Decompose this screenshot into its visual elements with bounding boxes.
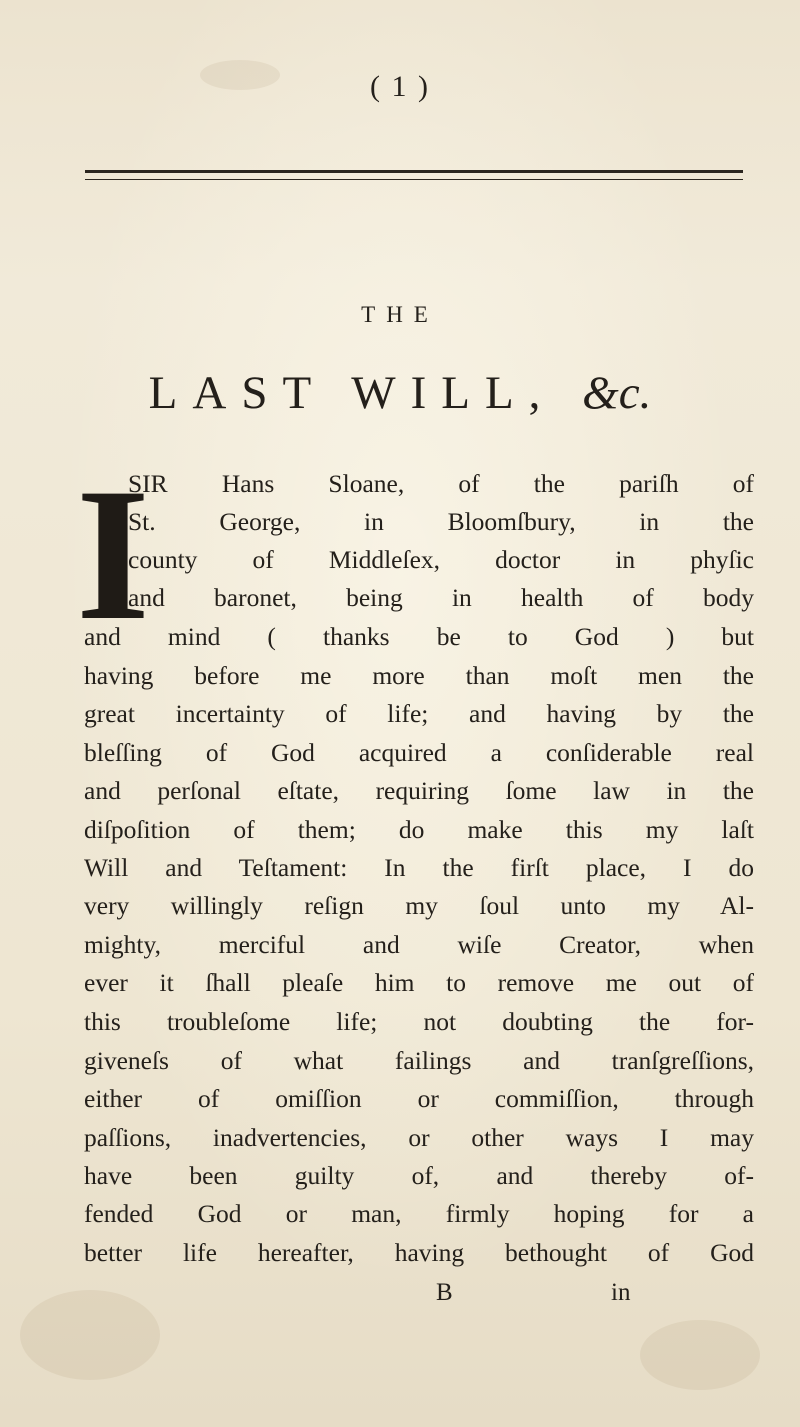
- text-line: fended God or man, firmly hoping for a: [84, 1199, 754, 1228]
- paper-stain: [20, 1290, 160, 1380]
- text-line: and mind ( thanks be to God ) but: [84, 622, 754, 651]
- header-rule: [85, 170, 743, 180]
- paper-stain: [640, 1320, 760, 1390]
- page-title: [0, 366, 800, 420]
- page-number: ( 1 ): [370, 70, 430, 103]
- title-kicker: THE: [361, 302, 439, 327]
- signature-mark: B: [436, 1279, 453, 1306]
- title-etc: &c.: [582, 367, 652, 419]
- text-line: this troubleſome life; not doubting the for-: [84, 1007, 754, 1036]
- text-line: giveneſs of what failings and tranſgreſſions,: [84, 1046, 754, 1075]
- text-line: and baronet, being in health of body: [128, 583, 754, 612]
- text-line: Will and Teſtament: In the firſt place, I do: [84, 853, 754, 882]
- drop-cap: I: [76, 450, 150, 660]
- text-line: SIR Hans Sloane, of the pariſh of: [128, 469, 754, 498]
- text-line: great incertainty of life; and having by the: [84, 699, 754, 728]
- text-line: mighty, merciful and wiſe Creator, when: [84, 930, 754, 959]
- title-text: LAST WILL,: [148, 367, 556, 419]
- text-line: St. George, in Bloomſbury, in the: [128, 507, 754, 536]
- text-line: ever it ſhall pleaſe him to remove me out of: [84, 968, 754, 997]
- text-line: and perſonal eſtate, requiring ſome law in the: [84, 776, 754, 805]
- text-line: diſpoſition of them; do make this my laſt: [84, 815, 754, 844]
- text-line: county of Middleſex, doctor in phyſic: [128, 545, 754, 574]
- text-line: paſſions, inadvertencies, or other ways I may: [84, 1123, 754, 1152]
- text-line: either of omiſſion or commiſſion, through: [84, 1084, 754, 1113]
- catchword: in: [611, 1279, 631, 1306]
- text-line: having before me more than moſt men the: [84, 661, 754, 690]
- text-line: very willingly reſign my ſoul unto my Al-: [84, 891, 754, 920]
- text-line: have been guilty of, and thereby of-: [84, 1161, 754, 1190]
- text-line: bleſſing of God acquired a conſiderable real: [84, 738, 754, 767]
- text-line: better life hereafter, having bethought of God: [84, 1238, 754, 1267]
